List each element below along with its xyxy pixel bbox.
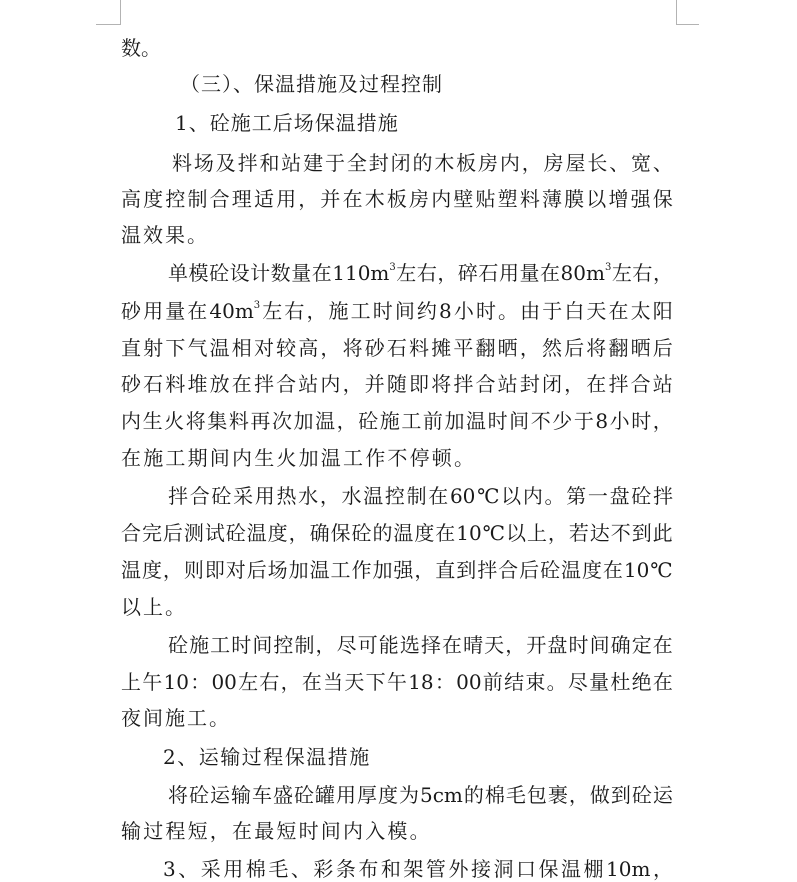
- text-line: 内 生 火 将 集 料 再 次 加 温 ， 砼 施 工 前 加 温 时 间 不 少 于 8 小 时 ，: [121, 409, 673, 433]
- text-line: 温 度 ， 则 即 对 后 场 加 温 工 作 加 强 ， 直 到 拌 合 后 砼 温 度 在 10 ℃: [121, 558, 673, 582]
- text-line: 夜间施工。: [121, 706, 231, 730]
- text-line: 以上。: [121, 595, 187, 619]
- text-line: 砂 石 料 堆 放 在 拌 合 站 内 ， 并 随 即 将 拌 合 站 封 闭 ， 在 拌 合 站: [121, 372, 673, 396]
- text-line: 高 度 控 制 合 理 适 用 ， 并 在 木 板 房 内 壁 贴 塑 料 薄 膜 以 增 强 保: [121, 187, 673, 211]
- text-line: 输过程短，在最短时间内入模。: [121, 819, 432, 843]
- text-line: 砂 用 量 在 $40m^3$ 左 右 ， 施 工 时 间 约 8 小 时 。 由 于 白 天 在 太 阳: [121, 299, 673, 323]
- text-line: 直 射 下 气 温 相 对 较 高 ， 将 砂 石 料 摊 平 翻 晒 ， 然 后 将 翻 晒 后: [121, 336, 673, 360]
- text-line: 料 场 及 拌 和 站 建 于 全 封 闭 的 木 板 房 内 ， 房 屋 长 、 宽 、: [172, 151, 673, 175]
- text-line: 单 模 砼 设 计 数 量 在 $110m^3$ 左 右 ， 碎 石 用 量 在 $80m^3$ 左 右 ，: [168, 261, 673, 285]
- text-line: 上 午 10 ： 00 左 右 ， 在 当 天 下 午 18 ： 00 前 结 束 。 尽 量 杜 绝 在: [121, 670, 673, 694]
- margin-mark-right: [676, 0, 699, 25]
- subsection-heading: 2、运输过程保温措施: [163, 745, 371, 769]
- text-line: 在施工期间内生火加温工作不停顿。: [121, 446, 477, 470]
- subsection-heading: 1、砼施工后场保温措施: [175, 111, 399, 135]
- text-line: 拌 合 砼 采 用 热 水 ， 水 温 控 制 在 60 ℃ 以 内 。 第 一 盘 砼 拌: [168, 484, 673, 508]
- text-line: 合 完 后 测 试 砼 温 度 ， 确 保 砼 的 温 度 在 10 ℃ 以 上 ， 若 达 不 到 此: [121, 521, 673, 545]
- text-line: 温效果。: [121, 223, 209, 247]
- section-heading: （三）、保温措施及过程控制: [180, 72, 443, 96]
- text-line: 3 、 采 用 棉 毛 、 彩 条 布 和 架 管 外 接 洞 口 保 温 棚 10m ，: [163, 857, 673, 881]
- margin-mark-left: [96, 0, 121, 25]
- text-line: 砼 施 工 时 间 控 制 ， 尽 可 能 选 择 在 晴 天 ， 开 盘 时 间 确 定 在: [168, 633, 673, 657]
- text-line: 数。: [121, 36, 161, 60]
- text-line: 将 砼 运 输 车 盛 砼 罐 用 厚 度 为 5cm 的 棉 毛 包 裹 ， 做 到 砼 运: [168, 783, 673, 807]
